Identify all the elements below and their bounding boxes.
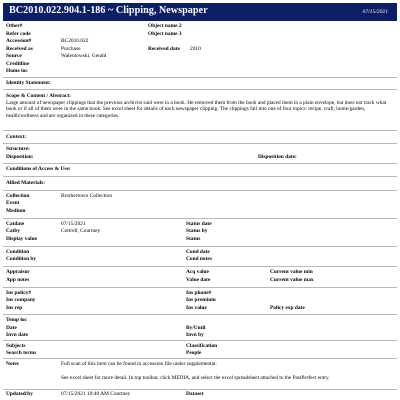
context-label: Context: — [6, 133, 27, 140]
ins-policy-label: Ins policy# — [6, 289, 32, 296]
invn-by-label: Invn by — [186, 332, 204, 338]
notes-label: Notes — [6, 360, 19, 367]
ins-premium-label: Ins premium — [186, 297, 216, 303]
status-label: Status — [186, 235, 201, 242]
received-date-label: Received date — [148, 45, 180, 52]
other-number-label: Other# — [6, 23, 23, 29]
subjects-label: Subjects — [6, 342, 26, 349]
ins-phone-label: Ins phone# — [186, 289, 212, 296]
temp-loc-label: Temp loc — [6, 317, 27, 323]
object-name-2-label: Object name 2 — [148, 23, 182, 29]
divider — [3, 163, 397, 164]
event-label: Event — [6, 200, 20, 206]
divider — [3, 176, 397, 177]
creditline-label: Creditline — [6, 60, 30, 67]
policy-exp-date-label: Policy exp date — [270, 304, 305, 311]
collection-label: Collection — [6, 192, 30, 199]
catby-value: Cottrell, Courtney — [61, 228, 101, 234]
cond-date-label: Cond date — [186, 248, 210, 255]
invn-date-label: Invn date — [6, 332, 29, 338]
divider — [3, 314, 397, 315]
print-date: 07/15/2021 — [362, 9, 388, 15]
record-title: BC2010.022.904.1-186 ~ Clipping, Newspaper — [9, 5, 208, 16]
condition-by-label: Condition by — [6, 256, 37, 262]
ins-value-label: Ins value — [186, 304, 207, 311]
divider — [3, 266, 397, 267]
date-label: Date — [6, 324, 17, 331]
ins-company-label: Ins company — [6, 297, 36, 303]
catdate-value: 07/15/2021 — [61, 220, 86, 227]
received-as-value: Purchase — [61, 45, 81, 52]
medium-label: Medium — [6, 207, 26, 214]
divider — [3, 389, 397, 390]
disposition-label: Disposition: — [6, 153, 34, 160]
source-value: Walentowski, Gerald — [61, 53, 107, 59]
record-header — [3, 3, 397, 21]
divider — [3, 89, 397, 90]
updated-by-label: Updated/by — [6, 391, 33, 397]
divider — [3, 130, 397, 131]
catby-label: Catby — [6, 228, 21, 234]
people-label: People — [186, 349, 202, 356]
catdate-label: Catdate — [6, 220, 25, 227]
value-date-label: Value date — [186, 276, 211, 283]
divider — [3, 190, 397, 191]
divider — [3, 287, 397, 288]
structure-label: Structure: — [6, 146, 30, 152]
received-date-value: 2010 — [190, 45, 201, 52]
divider — [3, 358, 397, 359]
dataset-label: Dataset — [186, 391, 204, 397]
allied-materials-label: Allied Materials: — [6, 179, 46, 186]
disposition-date-label: Disposition date: — [258, 153, 297, 160]
identity-statement-label: Identity Statement: — [6, 80, 51, 86]
divider — [3, 340, 397, 341]
display-value-label: Display value — [6, 235, 38, 242]
accession-value: BC2010.022 — [61, 38, 89, 44]
conditions-access-label: Conditions of Access & Use: — [6, 166, 71, 172]
source-label: Source — [6, 53, 22, 59]
home-loc-label: Home loc — [6, 68, 28, 74]
by-until-label: By/Until — [186, 324, 206, 331]
search-terms-label: Search terms — [6, 349, 37, 356]
status-by-label: Status by — [186, 228, 208, 234]
divider — [3, 246, 397, 247]
notes-line-2: See excel sheet for more detail. In top toolbar, click MEDIA, and select the excel spreadsheet attached to the PastPerfect entry. — [61, 374, 330, 381]
collection-value: Brothertown Collection — [61, 192, 113, 199]
object-name-3-label: Object name 3 — [148, 30, 182, 37]
condition-label: Condition — [6, 248, 30, 255]
notes-line-1: Full scan of this item can be found in accession file under supplemental. — [61, 360, 217, 367]
scope-content-label: Scope & Content / Abstract: — [6, 92, 71, 99]
current-value-max-label: Current value max — [270, 276, 314, 283]
updated-by-value: 07/15/2021 10:40 AM Courtney — [61, 391, 131, 397]
divider — [3, 143, 397, 144]
app-notes-label: App notes — [6, 276, 30, 283]
appraisor-label: Appraisor — [6, 269, 30, 275]
scope-content-text: Large amount of newspaper clippings that the previous archivist said were in a book. He removed them from the book and placed them in a plain envelope, but does not track what book or if all of them were in the same book. See excel sheet for details of each newspaper clipping. The clippings fall into one of four topics: recipe, craft, home/garden, health/wellness and are organized in these categories. — [6, 99, 387, 120]
ins-rep-label: Ins rep — [6, 304, 23, 311]
cond-notes-label: Cond notes — [186, 256, 212, 262]
acq-value-label: Acq value — [186, 269, 209, 275]
classification-label: Classification — [186, 342, 218, 349]
divider — [3, 77, 397, 78]
accession-label: Accession# — [6, 38, 32, 44]
divider — [3, 218, 397, 219]
status-date-label: Status date — [186, 220, 212, 227]
refer-code-label: Refer code — [6, 30, 31, 37]
current-value-min-label: Current value min — [270, 269, 313, 275]
received-as-label: Received as — [6, 45, 33, 52]
